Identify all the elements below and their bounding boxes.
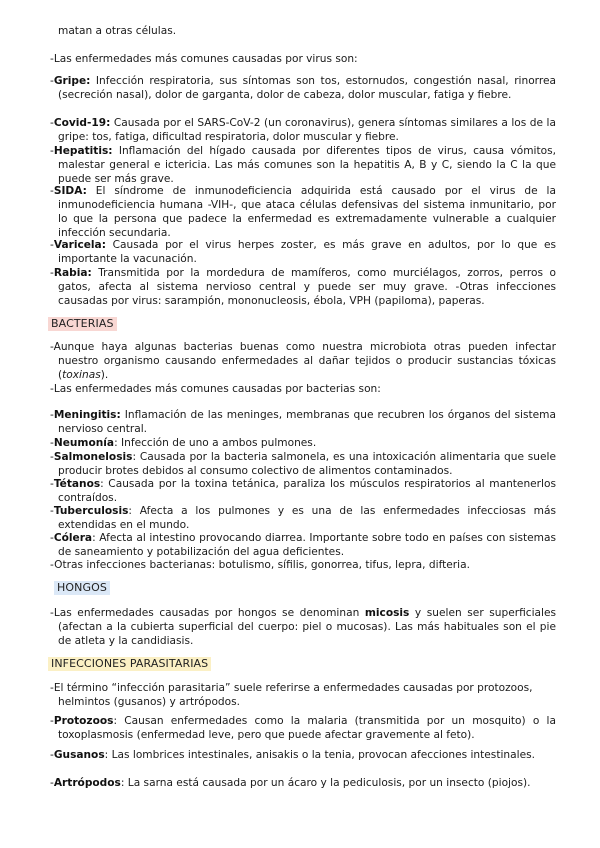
bacterias-intro2: -Las enfermedades más comunes causadas por bacterias son: <box>50 383 381 395</box>
virus-item-covid: -Covid-19: Causada por el SARS-CoV-2 (un coronavirus), genera síntomas similares a los de la gripe: tos, fatiga, dificultad respiratoria, dolor muscular y fiebre. <box>50 117 556 143</box>
bacterias-intro: -Aunque haya algunas bacterias buenas como nuestra microbiota otras pueden infectar nuestro organismo causando enfermedades al dañar tejidos o producir sustancias tóxicas (toxinas). <box>50 341 556 381</box>
heading-hongos: HONGOS <box>54 581 110 595</box>
virus-item-rabia: -Rabia: Transmitida por la mordedura de mamíferos, como murciélagos, zorros, perros o gatos, afecta al sistema nervioso central y puede ser muy grave. -Otras infecciones causadas por virus: sarampión, mononucleosis, ébola, VPH (papiloma), paperas. <box>50 267 556 307</box>
intro-tail: matan a otras células. <box>58 25 177 37</box>
parasite-item-protozoos: -Protozoos: Causan enfermedades como la malaria (transmitida por un mosquito) o la toxoplasmosis (enfermedad leve, pero que puede afectar gravemente al feto). <box>50 715 556 741</box>
parasite-item-artropodos: -Artrópodos: La sarna está causada por un ácaro y la pediculosis, por un insecto (piojos). <box>50 777 531 789</box>
bacterias-others: -Otras infecciones bacterianas: botulismo, sífilis, gonorrea, tifus, lepra, difteria. <box>50 559 470 571</box>
heading-bacterias: BACTERIAS <box>48 317 117 331</box>
virus-intro: -Las enfermedades más comunes causadas por virus son: <box>50 53 358 65</box>
bacteria-item-salmonelosis: -Salmonelosis: Causada por la bacteria salmonela, es una intoxicación alimentaria que suele producir brotes debidos al consumo colectivo de alimentos contaminados. <box>50 451 556 477</box>
bacteria-item-meningitis: -Meningitis: Inflamación de las meninges, membranas que recubren los órganos del sistema nervioso central. <box>50 409 556 435</box>
virus-item-gripe: -Gripe: Infección respiratoria, sus síntomas son tos, estornudos, congestión nasal, rinorrea (secreción nasal), dolor de garganta, dolor de cabeza, dolor muscular, fatiga y fiebre. <box>50 75 556 101</box>
bacteria-item-colera: -Cólera: Afecta al intestino provocando diarrea. Importante sobre todo en países con sistemas de saneamiento y potabilización del agua deficientes. <box>50 532 556 558</box>
hongos-text: -Las enfermedades causadas por hongos se denominan micosis y suelen ser superficiales (afectan a la cubierta superficial del cuerpo: piel o mucosas). Las más habituales son el pie de atleta y la candidiasis. <box>50 607 556 647</box>
bacteria-item-tuberculosis: -Tuberculosis: Afecta a los pulmones y es una de las enfermedades infecciosas más extendidas en el mundo. <box>50 505 556 531</box>
bacteria-item-neumonia: -Neumonía: Infección de uno a ambos pulmones. <box>50 437 317 449</box>
heading-infecciones-parasitarias: INFECCIONES PARASITARIAS <box>48 657 211 671</box>
virus-item-hepatitis: -Hepatitis: Inflamación del hígado causada por diferentes tipos de virus, causa vómitos, malestar general e ictericia. Las más comunes son la hepatitis A, B y C, siendo la C la que puede ser más grave. <box>50 145 556 185</box>
parasite-item-gusanos: -Gusanos: Las lombrices intestinales, anisakis o la tenia, provocan afecciones intestinales. <box>50 749 535 761</box>
virus-item-varicela: -Varicela: Causada por el virus herpes zoster, es más grave en adultos, por lo que es importante la vacunación. <box>50 239 556 265</box>
parasitarias-intro: -El término “infección parasitaria” suele referirse a enfermedades causadas por protozoos, helmintos (gusanos) y artrópodos. <box>50 682 533 708</box>
bacteria-item-tetanos: -Tétanos: Causada por la toxina tetánica, paraliza los músculos respiratorios al mantenerlos contraídos. <box>50 478 556 504</box>
virus-item-sida: -SIDA: El síndrome de inmunodeficiencia adquirida está causado por el virus de la inmunodeficiencia humana -VIH-, que ataca células defensivas del sistema inmunitario, por lo que la persona que padece la enfermedad es extremadamente vulnerable a cualquier infección secundaria. <box>50 185 556 239</box>
